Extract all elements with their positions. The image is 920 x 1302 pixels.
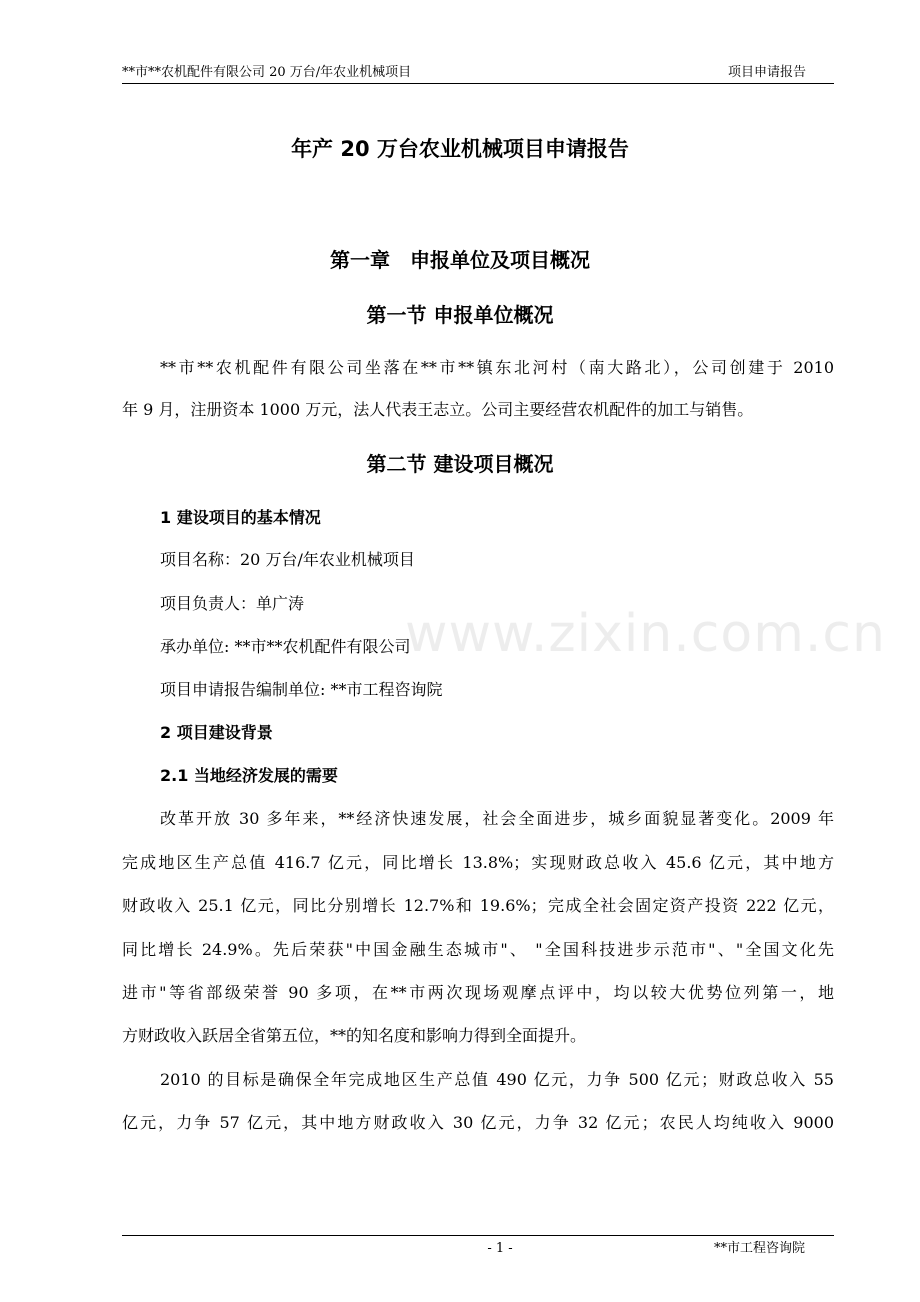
section2-heading: 第二节 建设项目概况	[366, 452, 554, 476]
project-name-item: 项目名称：20 万台/年农业机械项目	[160, 550, 415, 569]
footer-org: **市工程咨询院	[714, 1241, 806, 1256]
watermark-logo: www.zixin.com.cn	[405, 604, 886, 664]
section1-line-1: **市**农机配件有限公司坐落在**市**镇东北河村（南大路北），公司创建于 2010	[160, 358, 834, 377]
header-doc-type: 项目申请报告	[727, 65, 806, 80]
sub21-heading: 2.1 当地经济发展的需要	[160, 766, 338, 785]
sub1-heading: 1 建设项目的基本情况	[160, 508, 321, 527]
section1-heading: 第一节 申报单位概况	[366, 303, 554, 327]
project-leader-item: 项目负责人：单广涛	[160, 594, 305, 613]
document-title: 年产 20 万台农业机械项目申请报告	[291, 137, 629, 161]
chapter-heading: 第一章 申报单位及项目概况	[330, 248, 590, 272]
para1-line-1: 改革开放 30 多年来，**经济快速发展，社会全面进步，城乡面貌显著变化。2009 年	[160, 809, 834, 828]
undertaking-unit-item: 承办单位: **市**农机配件有限公司	[160, 637, 411, 656]
para1-line-3: 财政收入 25.1 亿元，同比分别增长 12.7%和 19.6%；完成全社会固定资产投资 222 亿元，	[122, 896, 834, 915]
para2-line-1: 2010 的目标是确保全年完成地区生产总值 490 亿元，力争 500 亿元；财政总收入 55	[160, 1070, 834, 1089]
header-rule	[122, 83, 834, 84]
para1-line-4: 同比增长 24.9%。先后荣获"中国金融生态城市"、 "全国科技进步示范市"、"全国文化先	[122, 940, 834, 959]
sub2-heading: 2 项目建设背景	[160, 723, 273, 742]
page-header	[122, 64, 834, 82]
header-project-name: **市**农机配件有限公司 20 万台/年农业机械项目	[122, 65, 412, 80]
para1-line-2: 完成地区生产总值 416.7 亿元，同比增长 13.8%；实现财政总收入 45.6 亿元，其中地方	[122, 853, 834, 872]
footer-rule	[122, 1235, 834, 1236]
para1-line-5: 进市"等省部级荣誉 90 多项，在**市两次现场观摩点评中，均以较大优势位列第一，地	[122, 983, 834, 1002]
section1-line-2: 年 9 月，注册资本 1000 万元，法人代表王志立。公司主要经营农机配件的加工与销售。	[122, 400, 754, 419]
para1-line-6: 方财政收入跃居全省第五位，**的知名度和影响力得到全面提升。	[122, 1026, 587, 1045]
para2-line-2: 亿元，力争 57 亿元，其中地方财政收入 30 亿元，力争 32 亿元；农民人均纯收入 9000	[122, 1113, 834, 1132]
report-compiler-item: 项目申请报告编制单位: **市工程咨询院	[160, 680, 443, 699]
page-number: - 1 -	[487, 1241, 513, 1256]
